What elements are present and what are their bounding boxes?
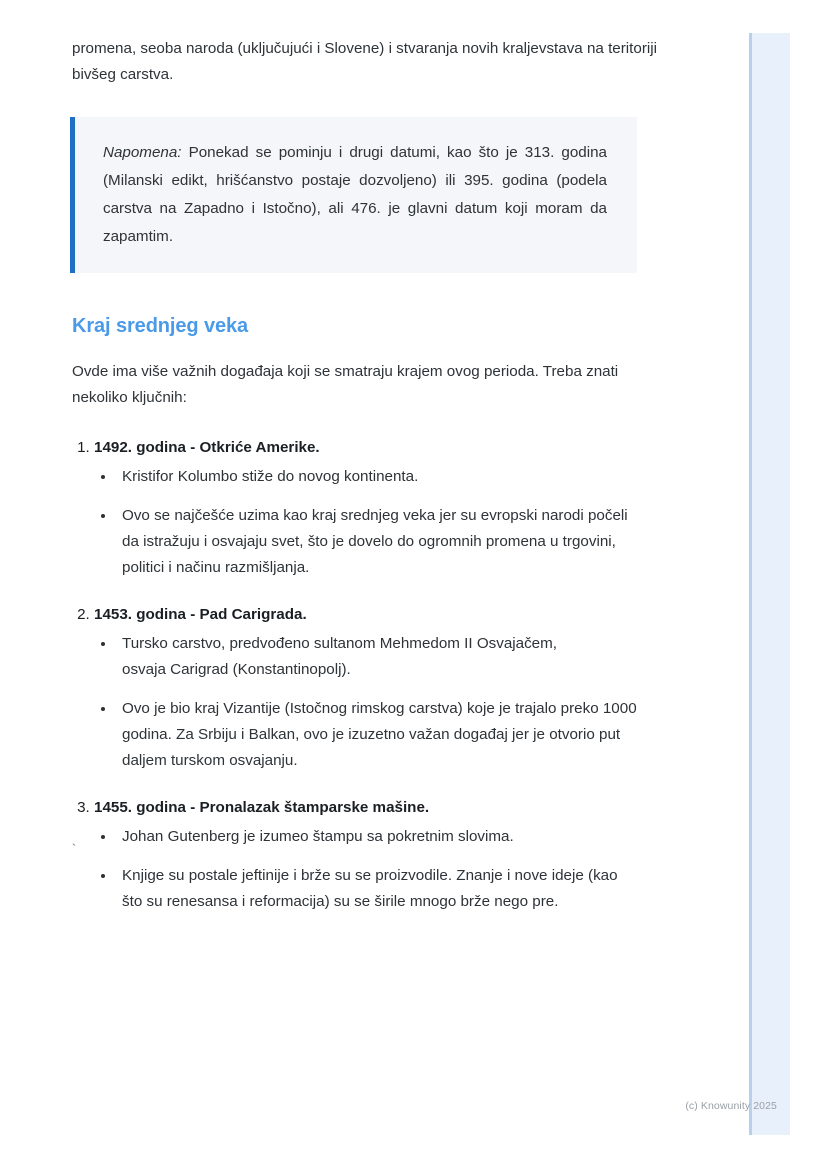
event-title: 1. 1492. godina - Otkriće Amerike.	[94, 439, 320, 456]
note-callout	[70, 117, 637, 273]
right-side-panel	[752, 33, 790, 1135]
event-title: 3. 1455. godina - Pronalazak štamparske mašine.	[94, 799, 430, 816]
events-ordered-list	[0, 435, 700, 915]
note-label: Napomena:	[103, 144, 182, 161]
note-text: Ponekad se pominju i drugi datumi, kao što je 313. godina (Milanski edikt, hrišćanstvo postaje dozvoljeno) ili 395. godina (podela carstva na Zapadno i Istočno), ali 476. je glavni datum koji moram da zapamtim.	[103, 144, 607, 245]
event-bullet-list	[94, 630, 700, 774]
event-title: 2. 1453. godina - Pad Carigrada.	[94, 606, 307, 623]
list-item: • Ovo je bio kraj Vizantije (Istočnog rimskog carstva) koje je trajalo preko 1000 godina. Za Srbiju i Balkan, ovo je izuzetno važan događaj jer je otvorio put daljem turskom osvajanju.	[116, 695, 642, 774]
note-paragraph	[103, 139, 607, 251]
list-item	[94, 602, 700, 774]
list-item: • Ovo se najčešće uzima kao kraj srednjeg veka jer su evropski narodi počeli da istražuju i osvajaju svet, što je dovelo do ogromnih promena u trgovini, politici i načinu razmišljanja.	[116, 502, 642, 581]
footer-copyright: (c) Knowunity 2025	[685, 1100, 777, 1112]
intro-paragraph: Ovde ima više važnih događaja koji se smatraju krajem ovog perioda. Treba znati nekoliko ključnih:	[72, 363, 619, 406]
list-item: • Johan Gutenberg je izumeo štampu sa pokretnim slovima.	[116, 823, 700, 850]
event-bullet-list	[94, 463, 700, 581]
list-item: • Kristifor Kolumbo stiže do novog kontinenta.	[116, 463, 700, 490]
section-heading: Kraj srednjeg veka	[72, 315, 249, 337]
stray-backtick-mark: `	[70, 842, 78, 857]
lead-paragraph: promena, seoba naroda (uključujući i Slovene) i stvaranja novih kraljevstava na teritoriji bivšeg carstva.	[72, 40, 658, 83]
event-bullet-list	[94, 823, 700, 915]
list-item	[94, 795, 700, 915]
list-item: • Tursko carstvo, predvođeno sultanom Mehmedom II Osvajačem, osvaja Carigrad (Konstantinopolj).	[116, 630, 592, 683]
list-item	[94, 435, 700, 581]
list-item: • Knjige su postale jeftinije i brže su se proizvodile. Znanje i nove ideje (kao što su renesansa i reformacija) su se širile mnogo brže nego pre.	[116, 862, 642, 915]
